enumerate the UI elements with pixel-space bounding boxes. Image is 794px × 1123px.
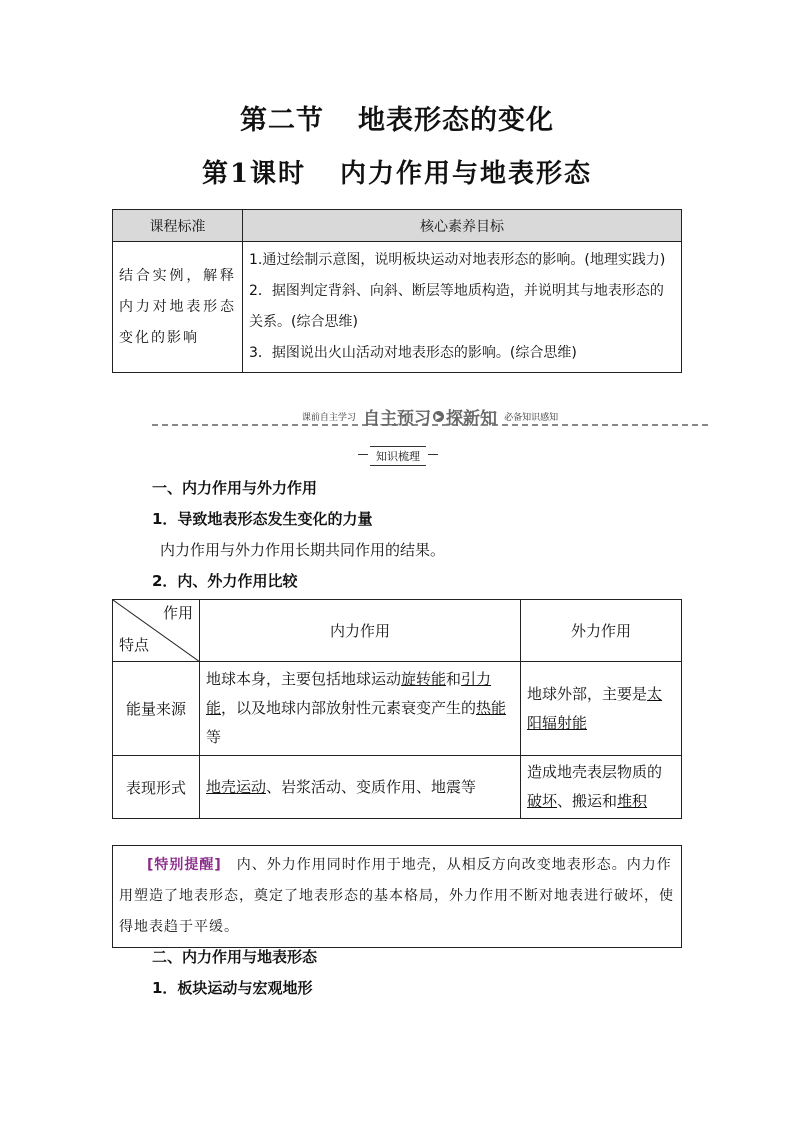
course-standard-text: 结合实例，解释内力对地表形态变化的影响 — [113, 242, 243, 373]
banner-title-left: 自主预习 — [363, 409, 431, 429]
subheading-forces: 1．导致地表形态发生变化的力量 — [152, 510, 373, 528]
energy-internal-cell: 地球本身，主要包括地球运动旋转能和引力能，以及地球内部放射性元素衰变产生的热能等 — [200, 662, 521, 756]
subheading-plate-motion: 1．板块运动与宏观地形 — [152, 979, 313, 997]
subheading-comparison: 2．内、外力作用比较 — [152, 572, 298, 590]
row-energy-source-label: 能量来源 — [113, 662, 200, 756]
header-course-standard: 课程标准 — [113, 210, 243, 242]
header-core-literacy-goals: 核心素养目标 — [243, 210, 682, 242]
section-banner — [152, 404, 708, 430]
col-internal-force: 内力作用 — [200, 600, 521, 662]
force-comparison-table — [112, 599, 682, 819]
banner-left-caption: 课前自主学习 — [301, 413, 356, 423]
heading-internal-landform: 二、内力作用与地表形态 — [152, 948, 318, 966]
col-external-force: 外力作用 — [521, 600, 682, 662]
manifestation-internal-cell: 地壳运动、岩浆活动、变质作用、地震等 — [200, 756, 521, 819]
manifestation-external-cell: 造成地壳表层物质的破坏、搬运和堆积 — [521, 756, 682, 819]
diagonal-header-cell — [113, 600, 200, 662]
goal-item: 3．据图说出火山活动对地表形态的影响。(综合思维) — [249, 345, 577, 361]
lesson-title: 第1课时 内力作用与地表形态 — [201, 159, 593, 189]
knowledge-review-tag: 知识梳理 — [370, 446, 426, 466]
corner-label-bottom: 特点 — [119, 636, 150, 654]
goal-item: 1.通过绘制示意图，说明板块运动对地表形态的影响。(地理实践力) — [249, 252, 666, 268]
banner-title-right: 探新知 — [446, 409, 497, 429]
special-reminder-text: 内、外力作用同时作用于地壳，从相反方向改变地表形态。内力作用塑造了地表形态，奠定了地表形态的基本格局，外力作用不断对地表进行破坏，使得地表趋于平缓。 — [119, 857, 674, 935]
goals-list — [243, 242, 682, 373]
energy-external-cell: 地球外部，主要是太阳辐射能 — [521, 662, 682, 756]
arrow-right-icon: ▶ — [433, 411, 444, 422]
banner-right-caption: 必备知识感知 — [504, 413, 559, 423]
goal-item: 2．据图判定背斜、向斜、断层等地质构造，并说明其与地表形态的关系。(综合思维) — [249, 283, 664, 330]
paragraph-forces: 内力作用与外力作用长期共同作用的结果。 — [160, 541, 446, 559]
heading-internal-external: 一、内力作用与外力作用 — [152, 479, 318, 497]
special-reminder-box — [112, 845, 682, 948]
course-standard-table — [112, 209, 682, 373]
special-reminder-label: [特别提醒] — [147, 857, 222, 873]
corner-label-top: 作用 — [162, 604, 193, 622]
row-manifestation-label: 表现形式 — [113, 756, 200, 819]
section-title: 第二节 地表形态的变化 — [240, 105, 554, 136]
